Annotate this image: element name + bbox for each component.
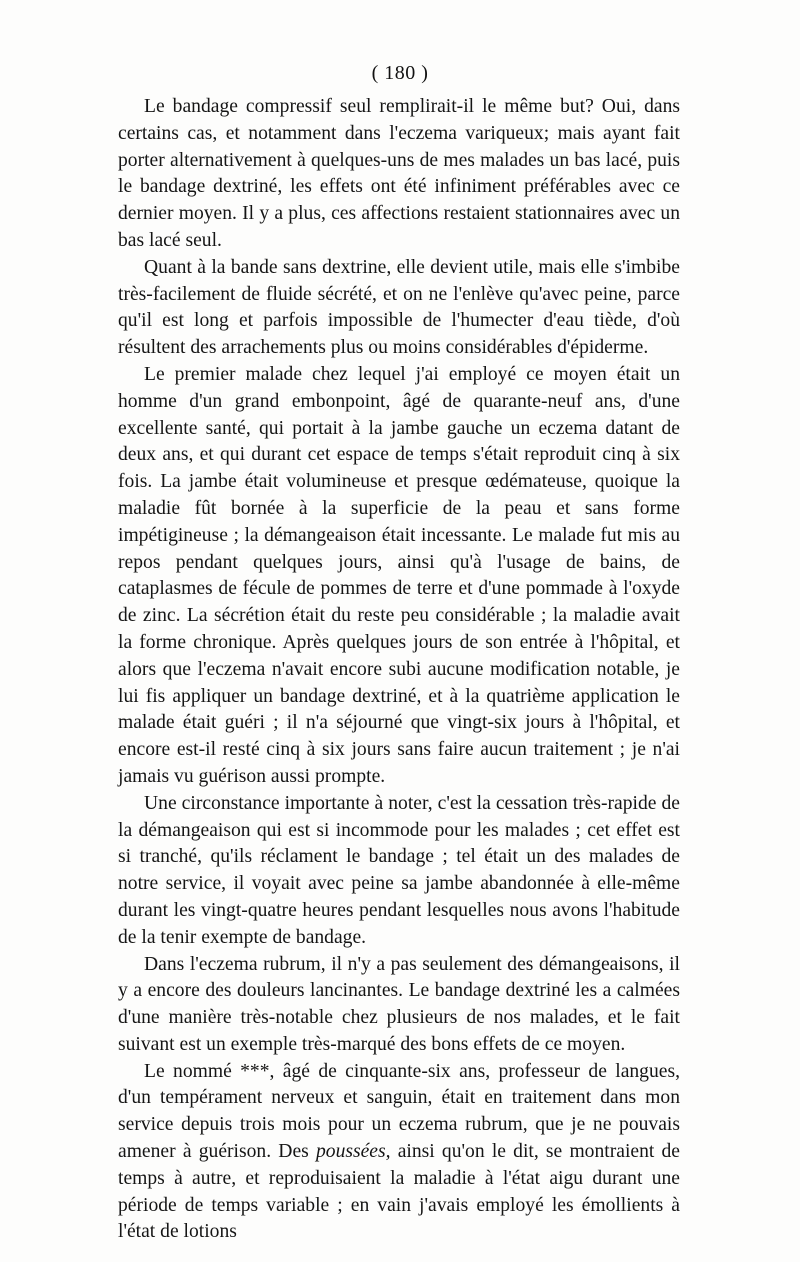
paragraph-2: Quant à la bande sans dextrine, elle devient utile, mais elle s'imbibe très-facilement de fluide sécrété, et on ne l'enlève qu'avec peine, parce qu'il est long et parfois impossible de l'humecter d'eau tiède, d'où résultent des arrachements plus ou moins considérables d'épiderme.: [118, 256, 680, 359]
italic-word-poussees: poussées,: [315, 1141, 391, 1163]
paragraph-6-start: Le nommé ***, âgé de cinquante-six ans, professeur de langues, d'un tempérament nerveux et sanguin, était en traitement dans mon service depuis trois mois pour un eczema rubrum, que je ne pouvais amener à guérison. Des: [118, 1060, 680, 1163]
paragraph-1: Le bandage compressif seul remplirait-il le même but? Oui, dans certains cas, et notamment dans l'eczema variqueux; mais ayant fait porter alternativement à quelques-uns de mes malades un bas lacé, puis le bandage dextriné, les effets ont été infiniment préférables avec ce dernier moyen. Il y a plus, ces affections restaient stationnaires avec un bas lacé seul.: [118, 96, 680, 251]
page-number: ( 180 ): [371, 62, 429, 84]
body-text: [118, 94, 680, 1246]
paragraph-5: Dans l'eczema rubrum, il n'y a pas seulement des démangeaisons, il y a encore des douleurs lancinantes. Le bandage dextriné les a calmées d'une manière très-notable chez plusieurs de nos malades, et le fait suivant est un exemple très-marqué des bons effets de ce moyen.: [118, 953, 680, 1055]
paragraph-6: [118, 1059, 680, 1247]
paragraph-3: Le premier malade chez lequel j'ai employé ce moyen était un homme d'un grand embonpoint, âgé de quarante-neuf ans, d'une excellente santé, qui portait à la jambe gauche un eczema datant de deux ans, et qui durant cet espace de temps s'était reproduit cinq à six fois. La jambe était volumineuse et presque œdémateuse, quoique la maladie fût bornée à la superficie de la peau et sans forme impétigineuse ; la démangeaison était incessante. Le malade fut mis au repos pendant quelques jours, ainsi qu'à l'usage de bains, de cataplasmes de fécule de pommes de terre et d'une pommade à l'oxyde de zinc. La sécrétion était du reste peu considérable ; la maladie avait la forme chronique. Après quelques jours de son entrée à l'hôpital, et alors que l'eczema n'avait encore subi aucune modification notable, je lui fis appliquer un bandage dextriné, et à la quatrième application le malade était guéri ; il n'a séjourné que vingt-six jours à l'hôpital, et encore est-il resté cinq à six jours sans faire aucun traitement ; je n'ai jamais vu guérison aussi prompte.: [118, 363, 680, 787]
paragraph-6-end: ainsi qu'on le dit, se montraient de temps à autre, et reproduisaient la maladie à l'état aigu durant une période de temps variable ; en vain j'avais employé les émollients à l'état de lotions: [118, 1141, 681, 1243]
paragraph-4: Une circonstance importante à noter, c'est la cessation très-rapide de la démangeaison qui est si incommode pour les malades ; cet effet est si tranché, qu'ils réclament le bandage ; tel était un des malades de notre service, il voyait avec peine sa jambe abandonnée à elle-même durant les vingt-quatre heures pendant lesquelles nous avons l'habitude de la tenir exempte de bandage.: [118, 792, 680, 948]
